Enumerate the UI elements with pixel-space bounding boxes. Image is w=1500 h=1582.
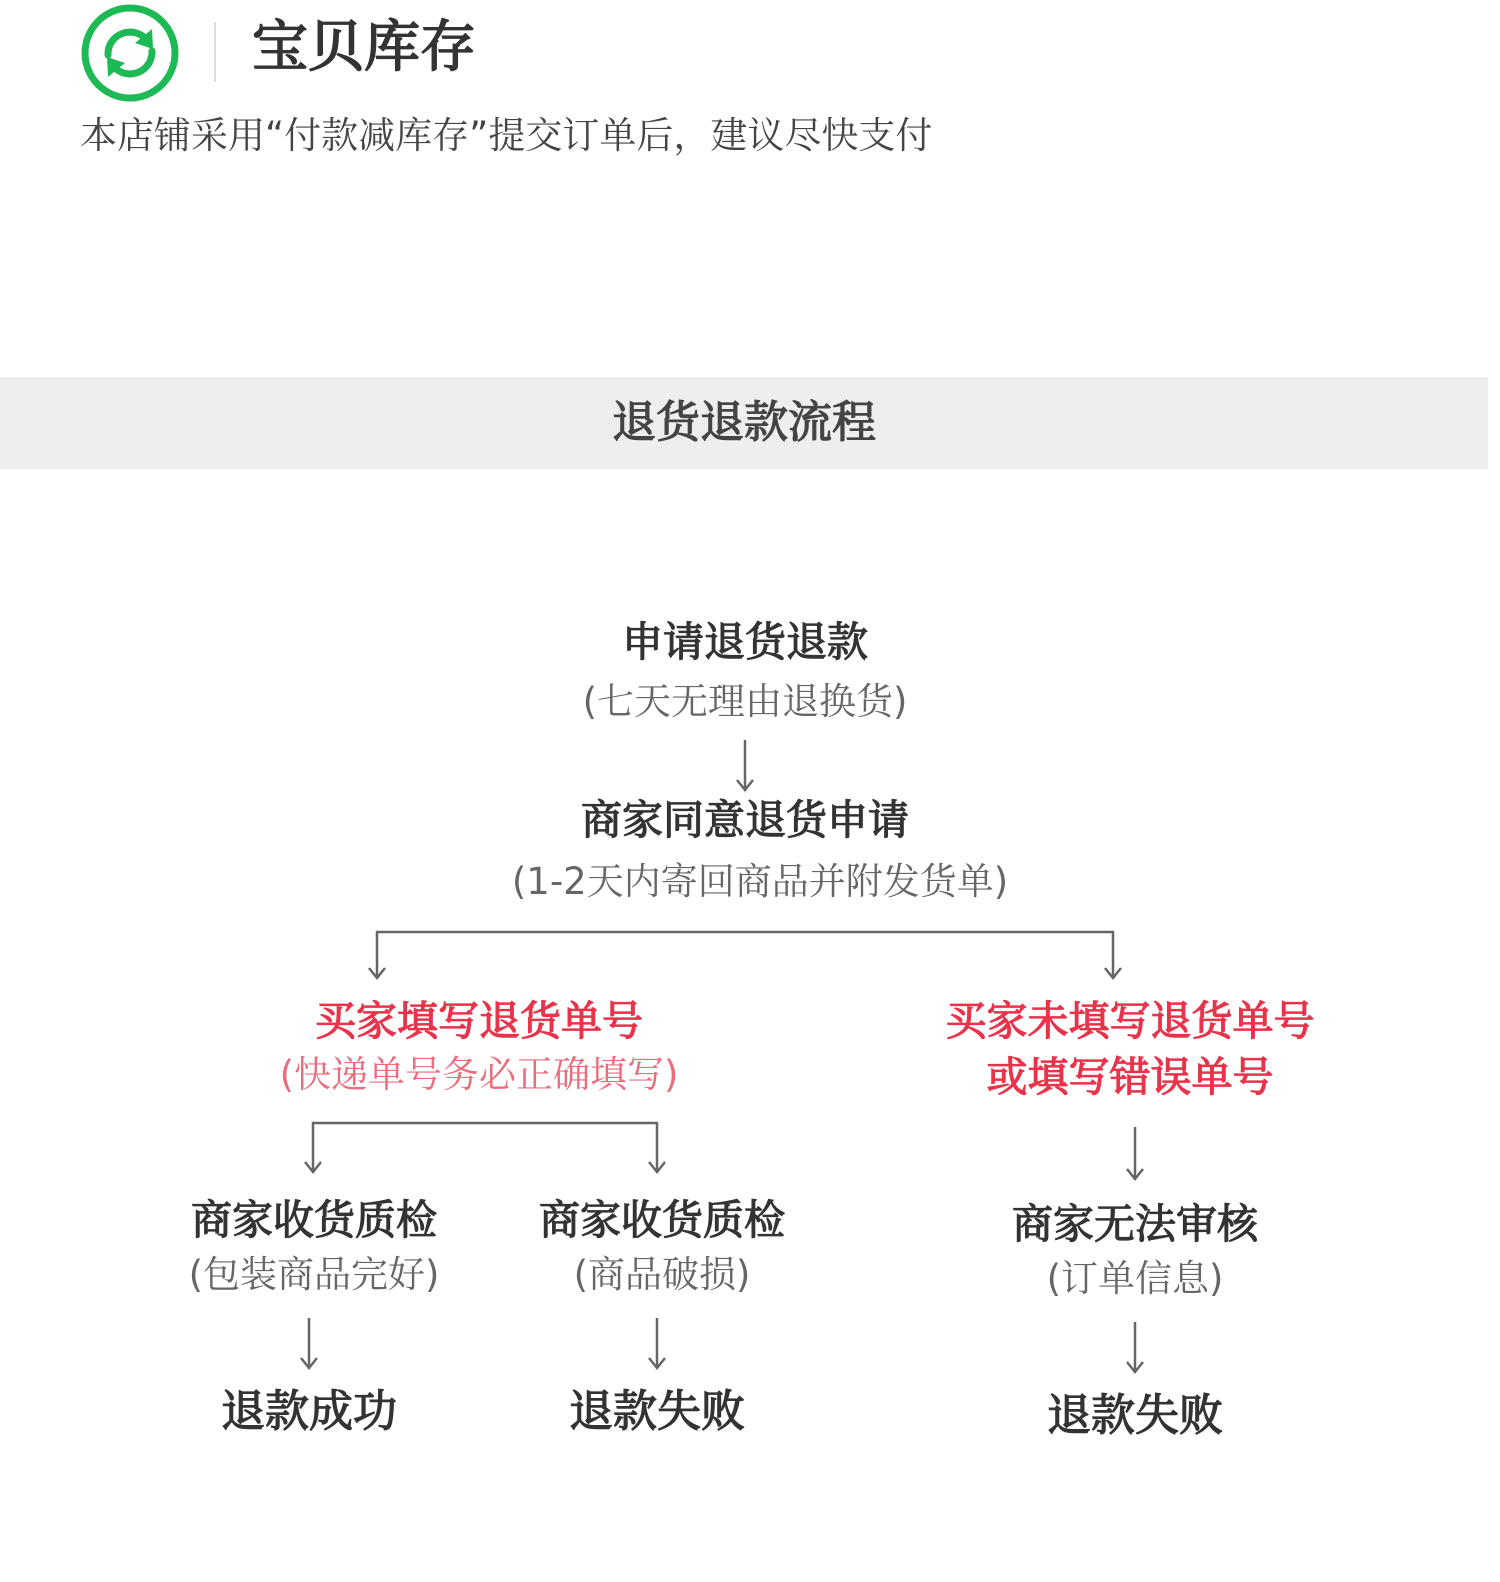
branch-buyer-filled-note: (快递单号务必正确填写) — [279, 1053, 679, 1096]
step-inspection-ok: 商家收货质检 — [191, 1196, 437, 1244]
section-title: 退货退款流程 — [612, 397, 876, 448]
branch-connector-left — [313, 1123, 657, 1170]
branch-buyer-filled: 买家填写退货单号 — [315, 997, 643, 1045]
step-apply-refund-note: (七天无理由退换货) — [582, 680, 908, 723]
step-merchant-agree-note: (1-2天内寄回商品并附发货单) — [511, 860, 1009, 903]
inventory-title: 宝贝库存 — [252, 15, 476, 80]
step-merchant-agree: 商家同意退货申请 — [581, 796, 909, 844]
result-refund-success: 退款成功 — [221, 1386, 397, 1437]
branch-buyer-wrong-number: 或填写错误单号 — [986, 1053, 1274, 1101]
step-cannot-review: 商家无法审核 — [1012, 1200, 1258, 1248]
result-refund-failed-review: 退款失败 — [1047, 1390, 1223, 1441]
step-apply-refund: 申请退货退款 — [622, 618, 868, 666]
result-refund-failed-damaged: 退款失败 — [569, 1386, 745, 1437]
step-inspection-damaged: 商家收货质检 — [539, 1196, 785, 1244]
step-inspection-ok-note: (包装商品完好) — [188, 1253, 440, 1296]
branch-connector-top — [377, 932, 1113, 976]
step-cannot-review-note: (订单信息) — [1046, 1257, 1224, 1300]
inventory-note: 本店铺采用“付款减库存”提交订单后，建议尽快支付 — [80, 114, 933, 157]
step-inspection-damaged-note: (商品破损) — [573, 1253, 751, 1296]
branch-buyer-not-filled: 买家未填写退货单号 — [945, 997, 1315, 1045]
